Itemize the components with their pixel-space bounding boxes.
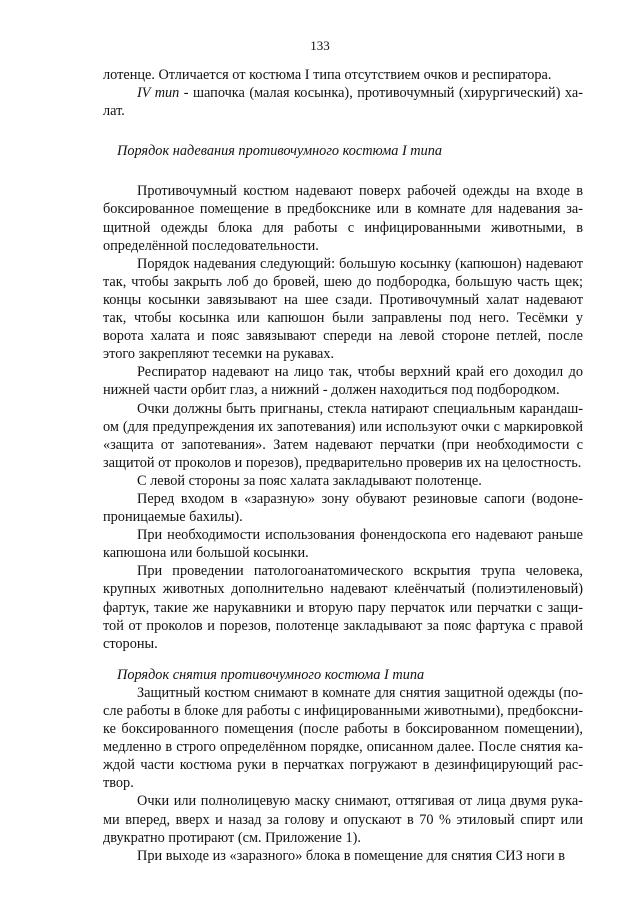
type4-text: - шапочка (малая косынка), противочумный (хирургический) халат. <box>103 85 583 120</box>
paragraph: Респиратор надевают на лицо так, чтобы верхний край его доходил до нижней части орбит глаз, а нижний - должен находиться под подбородком. <box>103 364 583 399</box>
paragraph: Очки должны быть пригнаны, стекла натирают специальным карандашом (для предупреждения их запотевания) или используют очки с маркировкой «защита от запотевания». Затем надевают перчатки (при необходимости с защитой от проколов и порезов), предварительно проверив их на целостность. <box>103 400 583 471</box>
paragraph: С левой стороны за пояс халата закладывают полотенце. <box>137 472 482 489</box>
paragraph: При проведении патологоанатомического вскрытия трупа человека, крупных животных дополнительно надевают клеёнчатый (полиэтиленовый) фартук, такие же нарукавники и вторую пару перчаток или перчатки с защитой от проколов и порезов, полотенце закладывают за пояс фартука с правой стороны. <box>103 563 583 652</box>
type4-paragraph <box>103 84 583 120</box>
paragraph: При выходе из «заразного» блока в помещение для снятия СИЗ ноги в <box>137 847 566 864</box>
paragraph: Противочумный костюм надевают поверх рабочей одежды на входе в боксированное помещение в предбокснике или в комнате для надевания защитной одежды блока для работы с инфицированными животными, в определённой последовательности. <box>103 183 583 254</box>
paragraph: При необходимости использования фонендоскопа его надевают раньше капюшона или большой косынки. <box>103 527 583 562</box>
paragraph: Перед входом в «заразную» зону обувают резиновые сапоги (водонепроницаемые бахилы). <box>103 490 583 526</box>
section-title-donning: Порядок надевания противочумного костюма I типа <box>117 143 443 160</box>
intro-continuation: лотенце. Отличается от костюма I типа отсутствием очков и респиратора. <box>103 67 552 83</box>
type4-label: IV тип <box>137 85 180 102</box>
page-number: 133 <box>310 38 330 53</box>
paragraph: Порядок надевания следующий: большую косынку (капюшон) надевают так, чтобы закрыть лоб до бровей, шею до подбородка, большую часть щек; концы косынки завязывают на шее сзади. Противочумный халат надевают так, чтобы косынка или капюшон были заправлены под него. Тесёмки у ворота халата и пояс завязывают спереди на левой стороне петлей, после этого закрепляют тесемки на рукавах. <box>103 255 583 363</box>
text-column <box>103 66 583 865</box>
paragraph: Очки или полнолицевую маску снимают, оттягивая от лица двумя руками вперед, вверх и назад за голову и опускают в 70 % этиловый спирт или двукратно протирают (см. Приложение 1). <box>103 793 583 846</box>
section-title-removal: Порядок снятия противочумного костюма I типа <box>117 666 425 683</box>
paragraph: Защитный костюм снимают в комнате для снятия защитной одежды (после работы в блоке для работы с инфицированными животными), предбокснике боксированного помещения (после работы в боксированном помещении), медленно в строго определённом порядке, описанном далее. После снятия каждой части костюма руки в перчатках погружают в дезинфицирующий раствор. <box>103 684 583 792</box>
